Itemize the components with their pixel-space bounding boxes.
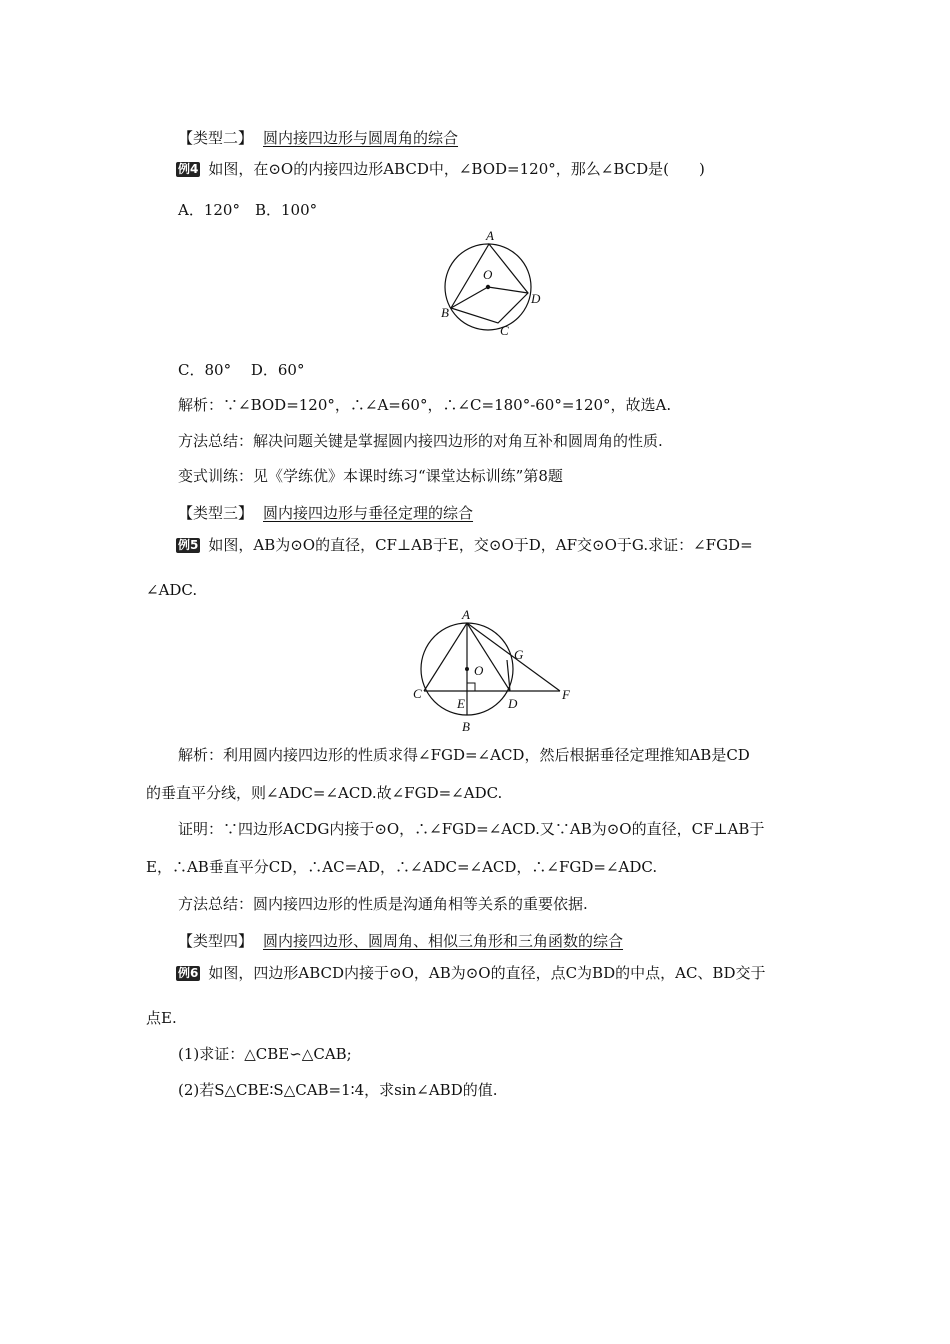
label-o: O <box>474 663 484 678</box>
label-c: C <box>413 686 422 701</box>
label-b: B <box>441 305 449 320</box>
question-text: 如图，AB为⊙O的直径，CF⊥AB于E，交⊙O于D，AF交⊙O于G.求证：∠FGD= <box>208 536 753 554</box>
example4-question <box>176 159 705 179</box>
question-text: 如图，在⊙O的内接四边形ABCD中，∠BOD=120°，那么∠BCD是( ) <box>208 160 705 178</box>
example-tag: 例4 <box>178 162 199 176</box>
example5-analysis-line1: 解析：利用圆内接四边形的性质求得∠FGD=∠ACD，然后根据垂径定理推知AB是CD <box>178 746 750 764</box>
heading-title: 圆内接四边形、圆周角、相似三角形和三角函数的综合 <box>263 932 624 950</box>
label-d: D <box>508 696 518 711</box>
label-f: F <box>562 687 570 702</box>
example6-question-line2: 点E. <box>146 1009 177 1027</box>
segment-ac <box>424 623 467 691</box>
label-a: A <box>486 228 494 243</box>
label-a: A <box>462 607 470 622</box>
example-tag: 例5 <box>178 538 199 552</box>
heading-bracket: 【类型二】 <box>178 129 254 147</box>
label-e: E <box>457 696 465 711</box>
example5-proof-line2: E，∴AB垂直平分CD，∴AC=AD，∴∠ADC=∠ACD，∴∠FGD=∠ADC. <box>146 858 658 876</box>
right-angle-mark <box>467 683 475 691</box>
label-d: D <box>531 291 541 306</box>
example4-options-cd: C．80° D．60° <box>178 361 305 379</box>
label-b: B <box>462 719 470 734</box>
center-point <box>486 285 490 289</box>
heading-bracket: 【类型四】 <box>178 932 254 950</box>
question-text: 如图，四边形ABCD内接于⊙O，AB为⊙O的直径，点C为BD的中点，AC、BD交于 <box>208 964 766 982</box>
heading-bracket: 【类型三】 <box>178 504 254 522</box>
heading-title: 圆内接四边形与垂径定理的综合 <box>263 504 474 522</box>
example-tag: 例6 <box>178 966 199 980</box>
example5-question-line1 <box>176 535 753 555</box>
example5-method: 方法总结：圆内接四边形的性质是沟通角相等关系的重要依据. <box>178 895 588 913</box>
label-c: C <box>500 323 509 338</box>
example4-analysis: 解析：∵∠BOD=120°，∴∠A=60°，∴∠C=180°-60°=120°，故选A. <box>178 396 672 414</box>
example6-question-line1 <box>176 963 765 983</box>
example4-variant: 变式训练：见《学练优》本课时练习“课堂达标训练”第8题 <box>178 467 563 485</box>
example5-question-line2: ∠ADC. <box>146 581 198 599</box>
figure-example4 <box>430 225 560 345</box>
example4-method: 方法总结：解决问题关键是掌握圆内接四边形的对角互补和圆周角的性质. <box>178 432 663 450</box>
quadrilateral-abcd <box>451 244 528 323</box>
segment-od <box>488 287 528 293</box>
heading-title: 圆内接四边形与圆周角的综合 <box>263 129 459 147</box>
figure-example5 <box>410 607 580 737</box>
section-heading-type3 <box>178 503 473 523</box>
example6-part2: (2)若S△CBE∶S△CAB=1∶4，求sin∠ABD的值. <box>178 1081 498 1099</box>
example4-options-ab: A．120° B．100° <box>178 201 318 219</box>
center-point <box>465 667 469 671</box>
label-o: O <box>483 267 493 282</box>
label-g: G <box>514 647 524 662</box>
section-heading-type2 <box>178 128 458 148</box>
example5-proof-line1: 证明：∵四边形ACDG内接于⊙O，∴∠FGD=∠ACD.又∵AB为⊙O的直径，CF⊥AB于 <box>178 820 765 838</box>
section-heading-type4 <box>178 931 623 951</box>
segment-ad <box>467 623 510 691</box>
example5-analysis-line2: 的垂直平分线，则∠ADC=∠ACD.故∠FGD=∠ADC. <box>146 784 503 802</box>
example6-part1: (1)求证：△CBE∽△CAB; <box>178 1045 352 1063</box>
